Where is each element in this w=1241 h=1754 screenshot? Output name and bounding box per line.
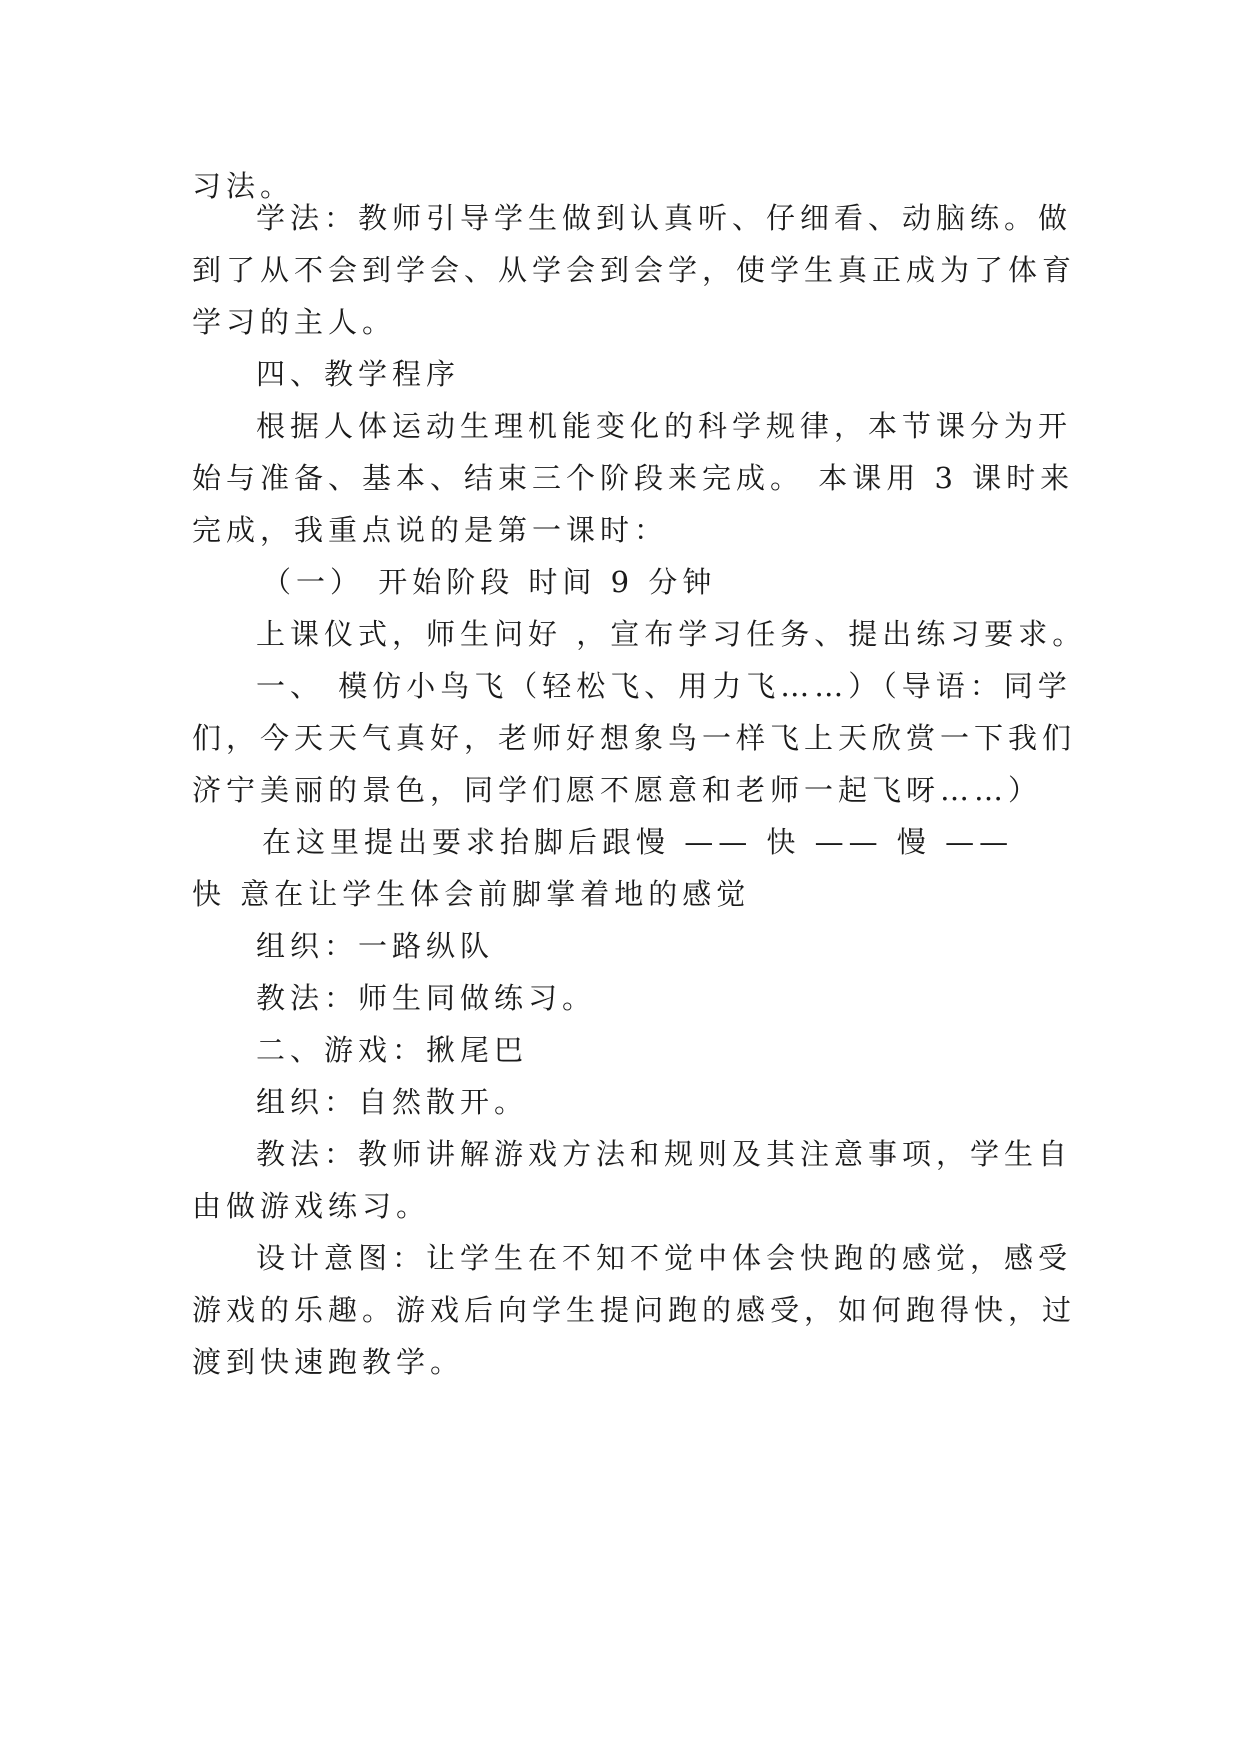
- text-line: 组织：自然散开。: [256, 1085, 529, 1119]
- text-line: 习法。: [192, 169, 295, 203]
- text-line: 始与准备、基本、结束三个阶段来完成。 本课用 3 课时来: [192, 461, 1075, 495]
- text-line: 组织：一路纵队: [256, 929, 495, 963]
- text-line: 教法：教师讲解游戏方法和规则及其注意事项，学生自: [256, 1137, 1073, 1171]
- text-line: 济宁美丽的景色，同学们愿不愿意和老师一起飞呀……）: [192, 773, 1043, 807]
- text-line: 上课仪式，师生问好 ，宣布学习任务、提出练习要求。: [256, 617, 1087, 651]
- text-line: 学习的主人。: [192, 305, 397, 339]
- text-line: 渡到快速跑教学。: [192, 1345, 465, 1379]
- text-line: 们，今天天气真好，老师好想象鸟一样飞上天欣赏一下我们: [192, 721, 1077, 755]
- text-line: 设计意图：让学生在不知不觉中体会快跑的感觉，感受: [256, 1241, 1073, 1275]
- study-method-paragraph: 学法：教师引导学生做到认真听、仔细看、动脑练。做: [256, 201, 1073, 235]
- section-heading: 四、教学程序: [256, 357, 461, 391]
- text-line: 一、 模仿小鸟飞（轻松飞、用力飞……）（导语：同学: [256, 669, 1072, 703]
- text-line: 在这里提出要求抬脚后跟慢 —— 快 —— 慢 ——: [262, 825, 1014, 859]
- text-line: 教法：师生同做练习。: [256, 981, 597, 1015]
- text-line: 根据人体运动生理机能变化的科学规律，本节课分为开: [256, 409, 1073, 443]
- subsection-heading: （一） 开始阶段 时间 9 分钟: [262, 565, 717, 599]
- text-line: 完成，我重点说的是第一课时：: [192, 513, 669, 547]
- text-line: 快 意在让学生体会前脚掌着地的感觉: [192, 877, 751, 911]
- text-line: 到了从不会到学会、从学会到会学，使学生真正成为了体育: [192, 253, 1077, 287]
- text-line: 二、游戏：揪尾巴: [256, 1033, 529, 1067]
- text-line: 游戏的乐趣。游戏后向学生提问跑的感受，如何跑得快，过: [192, 1293, 1077, 1327]
- text-line: 由做游戏练习。: [192, 1189, 431, 1223]
